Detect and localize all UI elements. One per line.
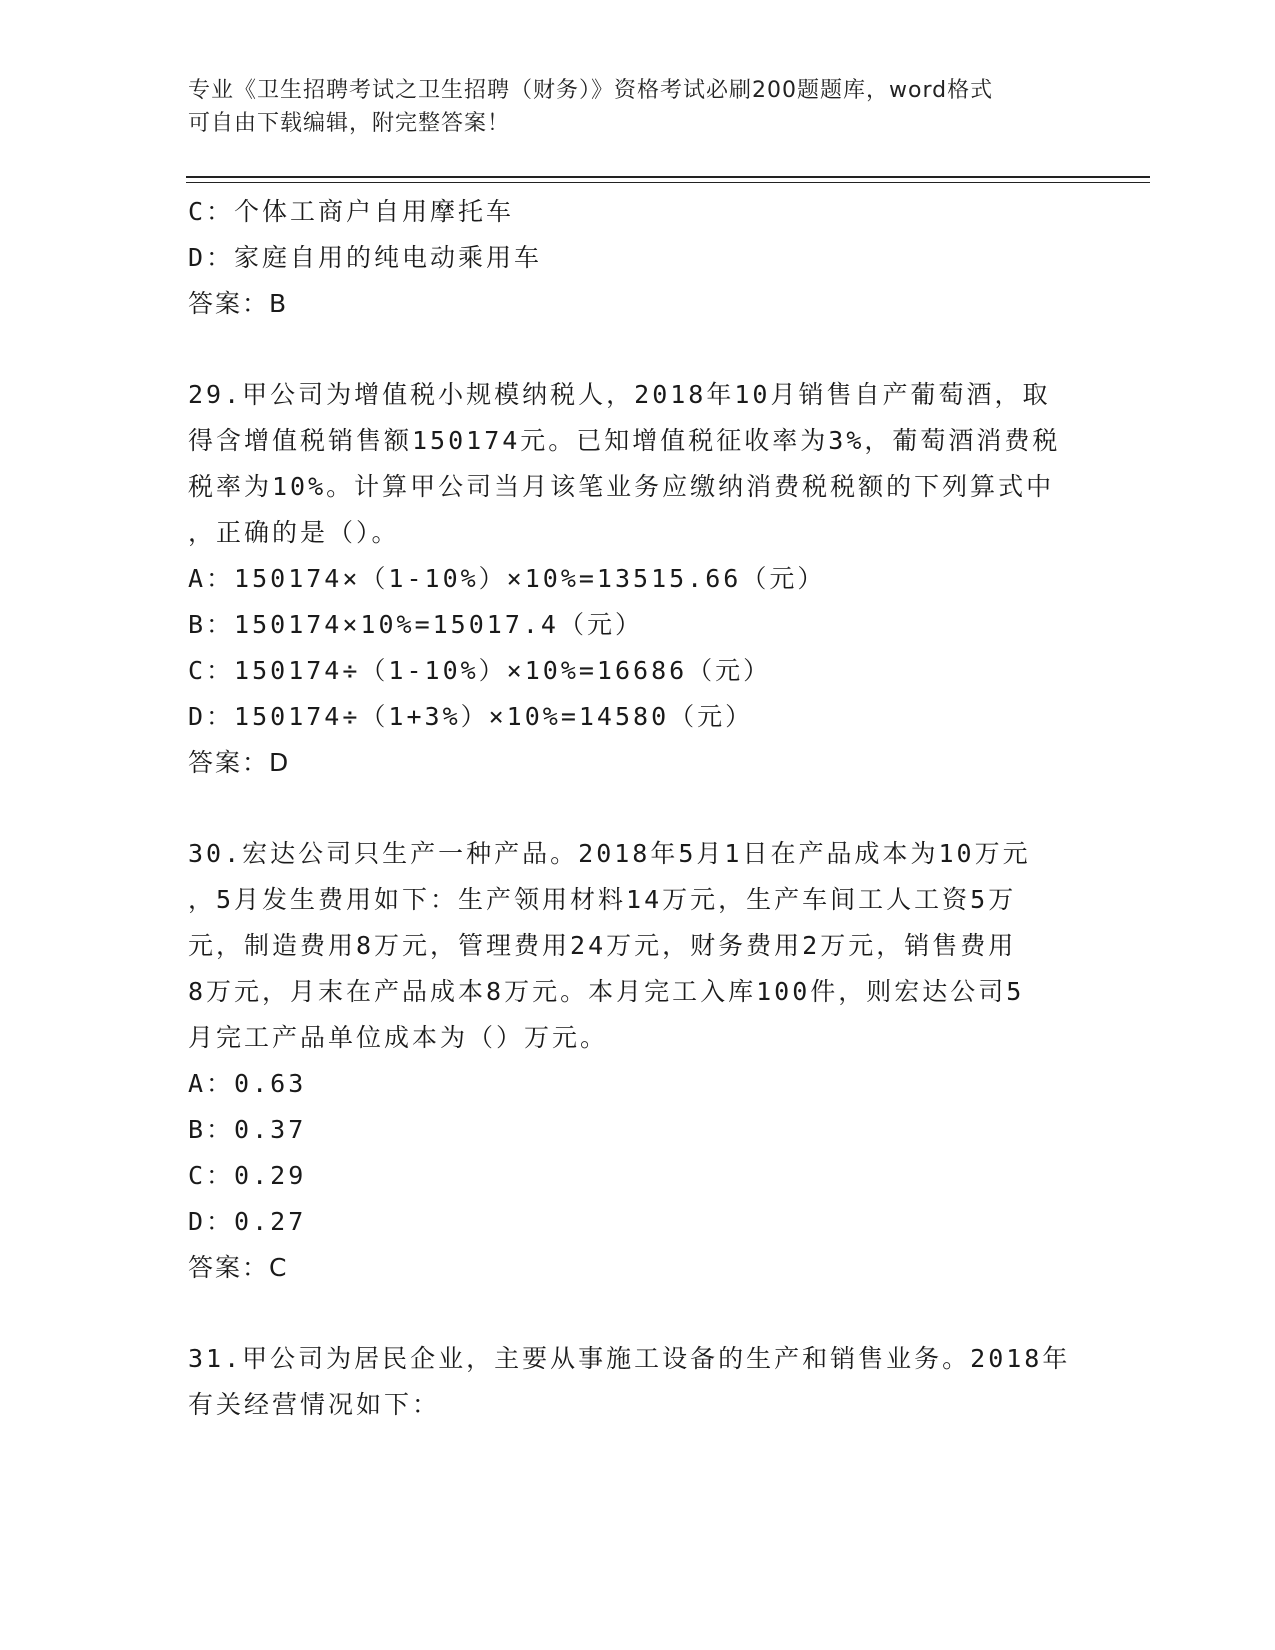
answer-line: 答案：D xyxy=(188,748,291,777)
header-line-1: 专业《卫生招聘考试之卫生招聘（财务）》资格考试必刷200题题库，word格式 xyxy=(188,78,994,103)
question-text-line: 有关经营情况如下： xyxy=(188,1390,441,1419)
question-30 xyxy=(188,831,1088,1291)
option-d: D：0.27 xyxy=(188,1207,307,1236)
page-header xyxy=(188,74,1068,140)
question-text-line: 31.甲公司为居民企业，主要从事施工设备的生产和销售业务。2018年 xyxy=(188,1344,1071,1373)
header-line-2: 可自由下载编辑，附完整答案！ xyxy=(188,111,511,136)
option-b: B：0.37 xyxy=(188,1115,307,1144)
question-text-line: 得含增值税销售额150174元。已知增值税征收率为3%，葡萄酒消费税 xyxy=(188,426,1061,455)
question-text-line: 29.甲公司为增值税小规模纳税人，2018年10月销售自产葡萄酒，取 xyxy=(188,380,1051,409)
answer-line: 答案：C xyxy=(188,1253,289,1282)
option-d: D：家庭自用的纯电动乘用车 xyxy=(188,243,543,272)
question-text-line: 30.宏达公司只生产一种产品。2018年5月1日在产品成本为10万元 xyxy=(188,839,1031,868)
header-divider-thin xyxy=(186,182,1150,183)
question-31 xyxy=(188,1336,1088,1428)
answer-line: 答案：B xyxy=(188,289,289,318)
question-29 xyxy=(188,372,1088,786)
question-text-line: 税率为10%。计算甲公司当月该笔业务应缴纳消费税税额的下列算式中 xyxy=(188,472,1055,501)
question-text-line: 元，制造费用8万元，管理费用24万元，财务费用2万元，销售费用 xyxy=(188,931,1017,960)
option-d: D：150174÷（1+3%）×10%=14580（元） xyxy=(188,702,754,731)
header-divider-thick xyxy=(186,176,1150,178)
question-text-line: ，正确的是（）。 xyxy=(188,518,400,547)
option-c: C：0.29 xyxy=(188,1161,307,1190)
option-a: A：0.63 xyxy=(188,1069,307,1098)
option-a: A：150174×（1-10%）×10%=13515.66（元） xyxy=(188,564,826,593)
question-text-line: ，5月发生费用如下：生产领用材料14万元，生产车间工人工资5万 xyxy=(188,885,1017,914)
option-c: C：150174÷（1-10%）×10%=16686（元） xyxy=(188,656,772,685)
question-text-line: 月完工产品单位成本为（）万元。 xyxy=(188,1023,609,1052)
document-body xyxy=(188,189,1088,1428)
question-text-line: 8万元，月末在产品成本8万元。本月完工入库100件，则宏达公司5 xyxy=(188,977,1025,1006)
option-b: B：150174×10%=15017.4（元） xyxy=(188,610,643,639)
option-c: C：个体工商户自用摩托车 xyxy=(188,197,515,226)
question-28-tail xyxy=(188,189,1088,327)
